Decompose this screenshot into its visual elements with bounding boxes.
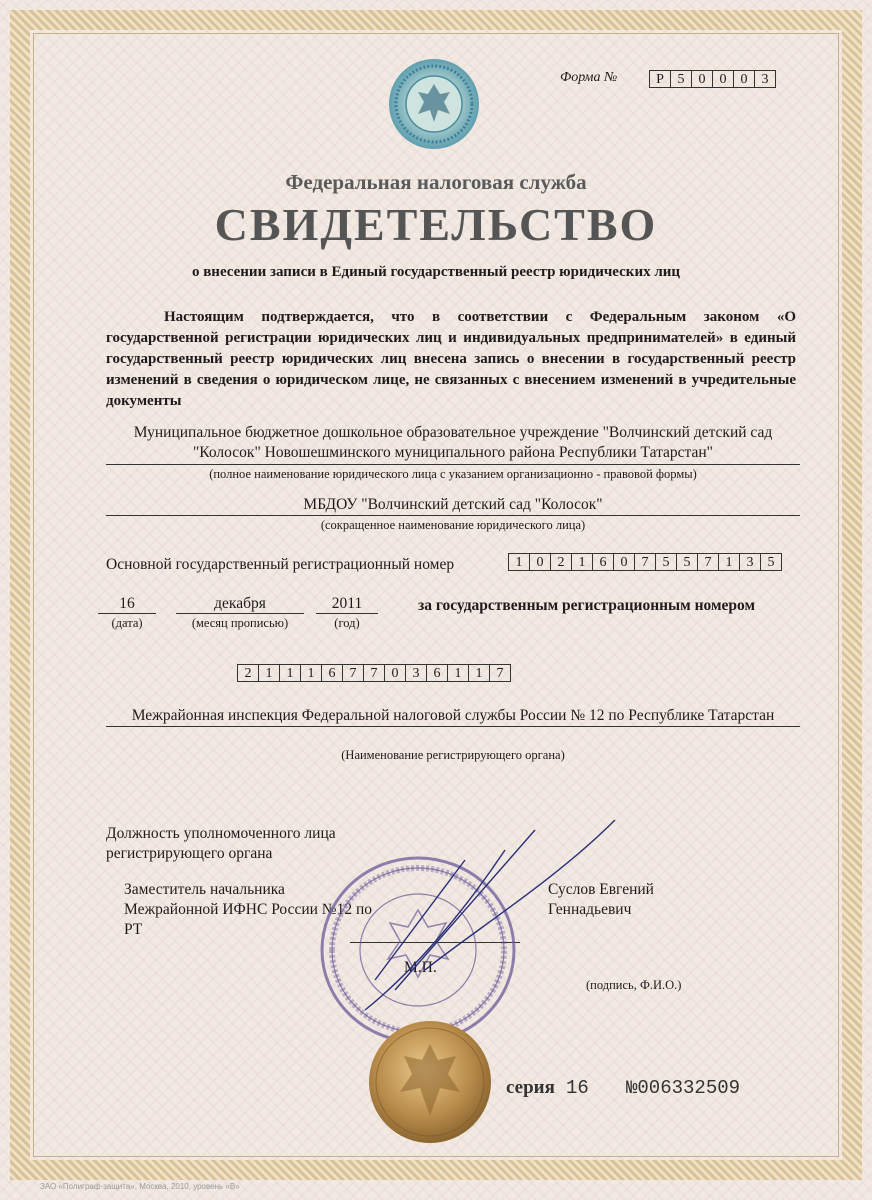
- entity-short-name: МБДОУ "Волчинский детский сад "Колосок": [106, 496, 800, 516]
- grn-digit: 3: [405, 664, 427, 682]
- ogrn-cells: [509, 553, 782, 571]
- ogrn-digit: 1: [571, 553, 593, 571]
- grn-digit: 1: [258, 664, 280, 682]
- ogrn-digit: 7: [697, 553, 719, 571]
- series-value: 16: [566, 1077, 589, 1099]
- ogrn-digit: 5: [676, 553, 698, 571]
- hologram-emblem-icon: [388, 58, 480, 150]
- date-year: 2011: [316, 595, 378, 614]
- ogrn-digit: 0: [529, 553, 551, 571]
- entity-full-name: Муниципальное бюджетное дошкольное образовательное учреждение "Волчинский детский сад "Колосок" Новошешминского муниципального района Республики Татарстан": [106, 423, 800, 465]
- form-number-cells: [650, 70, 776, 88]
- form-code-cell: Р: [649, 70, 671, 88]
- registration-number-label: за государственным регистрационным номером: [418, 597, 756, 614]
- grn-digit: 1: [300, 664, 322, 682]
- grn-digit: 7: [489, 664, 511, 682]
- grn-digit: 1: [468, 664, 490, 682]
- document-title: СВИДЕТЕЛЬСТВО: [214, 199, 658, 250]
- ogrn-digit: 5: [760, 553, 782, 571]
- grn-digit: 6: [426, 664, 448, 682]
- date-month-caption: (месяц прописью): [191, 616, 289, 630]
- ogrn-digit: 1: [718, 553, 740, 571]
- printer-note: ЗАО «Полиграф-защита», Москва, 2010, уровень «В»: [40, 1182, 240, 1191]
- series-label: серия: [506, 1077, 555, 1098]
- date-day-caption: (дата): [111, 616, 143, 630]
- signature-icon: [355, 820, 625, 1020]
- signatory-name: Суслов Евгений Геннадьевич: [548, 881, 654, 918]
- form-code-cell: 3: [754, 70, 776, 88]
- form-number-label: Форма №: [560, 70, 618, 85]
- grn-digit: 7: [342, 664, 364, 682]
- ogrn-digit: 1: [508, 553, 530, 571]
- authority-caption: (Наименование регистрирующего органа): [341, 748, 565, 762]
- ogrn-label: Основной государственный регистрационный номер: [106, 556, 455, 573]
- grn-digit: 1: [279, 664, 301, 682]
- grn-digit: 7: [363, 664, 385, 682]
- short-name-caption: (сокращенное наименование юридического лица): [320, 518, 586, 532]
- full-name-caption: (полное наименование юридического лица с указанием организационно - правовой формы): [209, 467, 697, 481]
- seal-place-label: М.П.: [404, 959, 437, 976]
- signatory-position: Заместитель начальника Межрайонной ИФНС России №12 по РТ: [124, 881, 372, 938]
- ogrn-digit: 6: [592, 553, 614, 571]
- document-subtitle: о внесении записи в Единый государственный реестр юридических лиц: [191, 264, 681, 280]
- agency-name: Федеральная налоговая служба: [285, 170, 587, 194]
- ogrn-digit: 2: [550, 553, 572, 571]
- grn-digit: 6: [321, 664, 343, 682]
- certification-text: Настоящим подтверждается, что в соответствии с Федеральным законом «О государственной регистрации юридических лиц и индивидуальных предпринимателей» в единый государственный реестр юридических лиц внесена запись о внесении в государственный реестр изменений в сведения о юридическом лице, не связанных с внесением изменений в учредительные документы: [106, 309, 796, 409]
- form-code-cell: 0: [733, 70, 755, 88]
- form-code-cell: 5: [670, 70, 692, 88]
- grn-digit: 0: [384, 664, 406, 682]
- date-year-caption: (год): [334, 616, 360, 630]
- grn-digit: 2: [237, 664, 259, 682]
- position-label: Должность уполномоченного лица регистрирующего органа: [106, 825, 336, 862]
- ogrn-digit: 5: [655, 553, 677, 571]
- ogrn-digit: 3: [739, 553, 761, 571]
- gold-emblem-seal-icon: [368, 1020, 492, 1144]
- ogrn-digit: 7: [634, 553, 656, 571]
- form-code-cell: 0: [712, 70, 734, 88]
- date-day: 16: [98, 595, 156, 614]
- signature-caption: (подпись, Ф.И.О.): [586, 978, 682, 992]
- date-month: декабря: [176, 595, 304, 614]
- grn-digit: 1: [447, 664, 469, 682]
- ogrn-digit: 0: [613, 553, 635, 571]
- certificate-number: №006332509: [626, 1077, 741, 1099]
- grn-cells: [238, 664, 511, 682]
- registering-authority: Межрайонная инспекция Федеральной налоговой службы России № 12 по Республике Татарстан: [106, 706, 800, 727]
- form-code-cell: 0: [691, 70, 713, 88]
